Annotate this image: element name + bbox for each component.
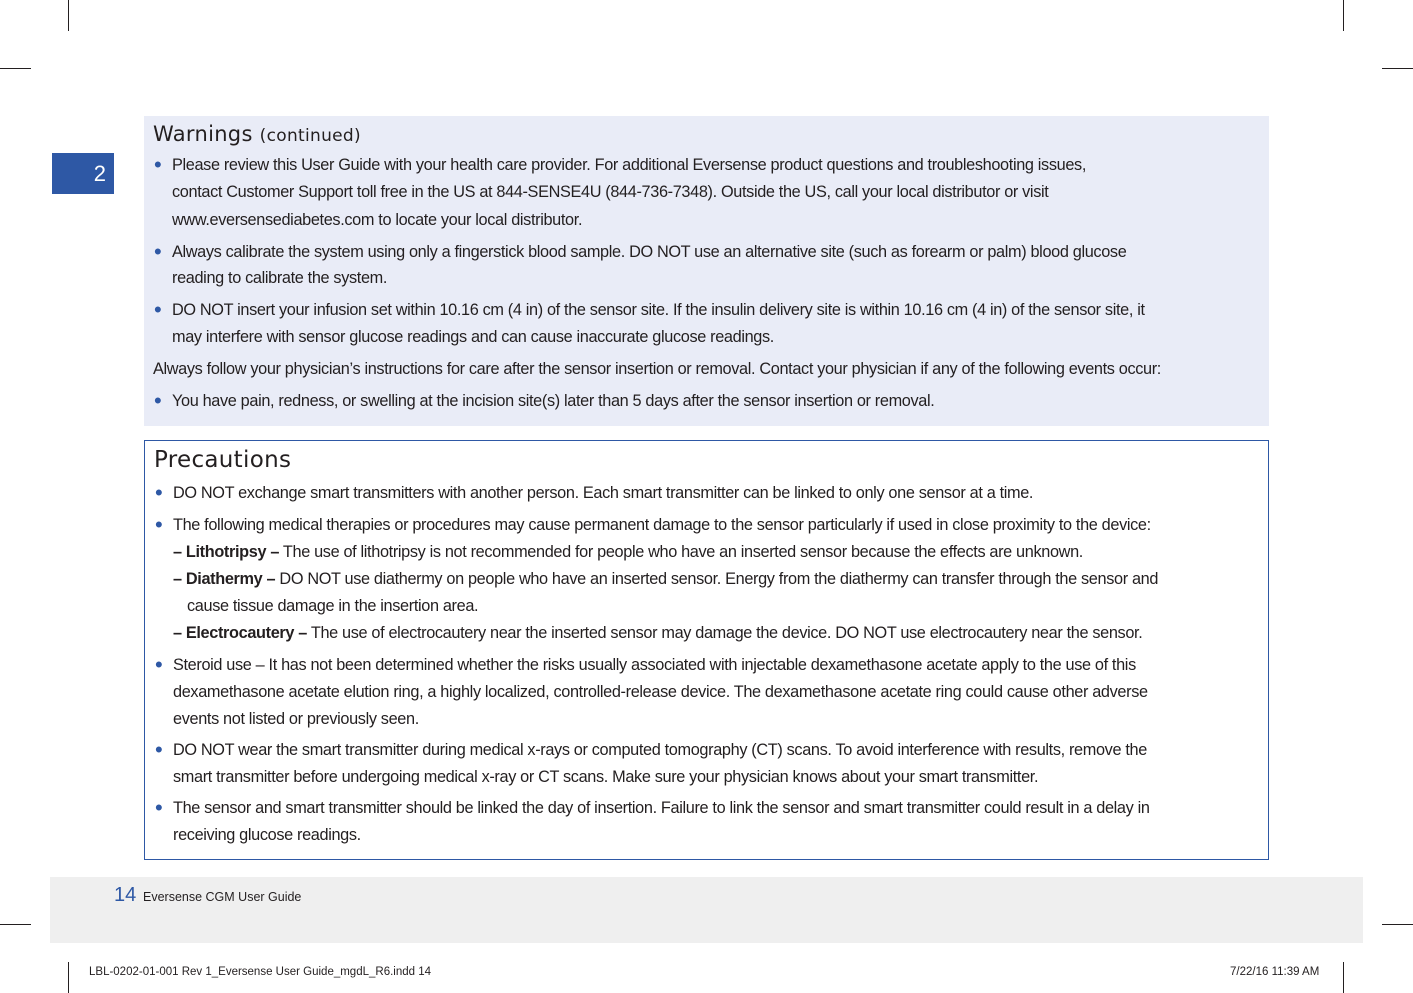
precaution-line: smart transmitter before undergoing medical x-ray or CT scans. Make sure your physician knows about your smart transmitter. (173, 768, 1039, 786)
crop-mark (1343, 0, 1344, 31)
precaution-line: events not listed or previously seen. (173, 710, 419, 728)
warning-line: www.eversensediabetes.com to locate your local distributor. (172, 211, 583, 229)
precautions-box (144, 440, 1269, 860)
precaution-line: dexamethasone acetate elution ring, a highly localized, controlled-release device. The dexamethasone acetate ring could cause other adverse (173, 683, 1148, 701)
warning-line: Always calibrate the system using only a fingerstick blood sample. DO NOT use an alternative site (such as forearm or palm) blood glucose (172, 243, 1127, 261)
crop-mark (1382, 68, 1413, 69)
precaution-subitem-diathermy (173, 570, 1158, 589)
chapter-tab: 2 (52, 153, 114, 194)
page-number: 14 (114, 884, 137, 906)
precaution-line: DO NOT wear the smart transmitter during medical x-rays or computed tomography (CT) scans. To avoid interference with results, remove the (173, 741, 1147, 759)
sub-text: The use of lithotripsy is not recommended for people who have an inserted sensor because the effects are unknown. (282, 543, 1083, 561)
crop-mark (1343, 962, 1344, 993)
precaution-line: Steroid use – It has not been determined whether the risks usually associated with injectable dexamethasone acetate apply to the use of this (173, 656, 1136, 674)
slug-date: 7/22/16 11:39 AM (1230, 966, 1320, 978)
warning-line: Please review this User Guide with your health care provider. For additional Eversense product questions and troubleshooting issues, (172, 156, 1087, 174)
warning-line: contact Customer Support toll free in the US at 844-SENSE4U (844-736-7348). Outside the US, call your local distributor or visit (172, 183, 1049, 201)
page-footer (50, 877, 1363, 943)
bullet-icon: • (155, 737, 163, 762)
warning-line: reading to calibrate the system. (172, 269, 388, 287)
bullet-icon: • (154, 297, 162, 322)
warning-paragraph: Always follow your physician’s instructions for care after the sensor insertion or removal. Contact your physician if any of the following events occur: (153, 360, 1161, 378)
precaution-subitem-lithotripsy (173, 543, 1083, 562)
precaution-subitem-electrocautery (173, 624, 1142, 643)
warning-line: DO NOT insert your infusion set within 10.16 cm (4 in) of the sensor site. If the insulin delivery site is within 10.16 cm (4 in) of the sensor site, it (172, 301, 1145, 319)
bullet-icon: • (154, 152, 162, 177)
warning-line: You have pain, redness, or swelling at the incision site(s) later than 5 days after the sensor insertion or removal. (172, 392, 935, 410)
guide-title: Eversense CGM User Guide (143, 890, 302, 904)
bullet-icon: • (155, 480, 163, 505)
crop-mark (0, 924, 31, 925)
precaution-line: receiving glucose readings. (173, 826, 361, 844)
sub-label: – Electrocautery – (173, 624, 307, 642)
bullet-icon: • (155, 512, 163, 537)
crop-mark (68, 962, 69, 993)
bullet-icon: • (154, 239, 162, 264)
warnings-heading (153, 122, 361, 146)
crop-mark (1382, 924, 1413, 925)
bullet-icon: • (155, 652, 163, 677)
precaution-line: cause tissue damage in the insertion area. (187, 597, 479, 615)
sub-label: – Diathermy – (173, 570, 276, 588)
sub-label: – Lithotripsy – (173, 543, 280, 561)
sub-text: The use of electrocautery near the inserted sensor may damage the device. DO NOT use electrocautery near the sensor. (310, 624, 1143, 642)
warnings-title: Warnings (153, 122, 253, 146)
precaution-line: The following medical therapies or procedures may cause permanent damage to the sensor particularly if used in close proximity to the device: (173, 516, 1151, 534)
precautions-title: Precautions (154, 447, 292, 473)
bullet-icon: • (154, 388, 162, 413)
warnings-title-suffix: (continued) (259, 126, 361, 146)
bullet-icon: • (155, 795, 163, 820)
crop-mark (0, 68, 31, 69)
precaution-line: The sensor and smart transmitter should be linked the day of insertion. Failure to link the sensor and smart transmitter could result in a delay in (173, 799, 1150, 817)
slug-file: LBL-0202-01-001 Rev 1_Eversense User Guide_mgdL_R6.indd 14 (89, 966, 432, 978)
warning-line: may interfere with sensor glucose readings and can cause inaccurate glucose readings. (172, 328, 774, 346)
crop-mark (68, 0, 69, 31)
sub-text: DO NOT use diathermy on people who have an inserted sensor. Energy from the diathermy can transfer through the sensor and (279, 570, 1159, 588)
precaution-line: DO NOT exchange smart transmitters with another person. Each smart transmitter can be linked to only one sensor at a time. (173, 484, 1034, 502)
